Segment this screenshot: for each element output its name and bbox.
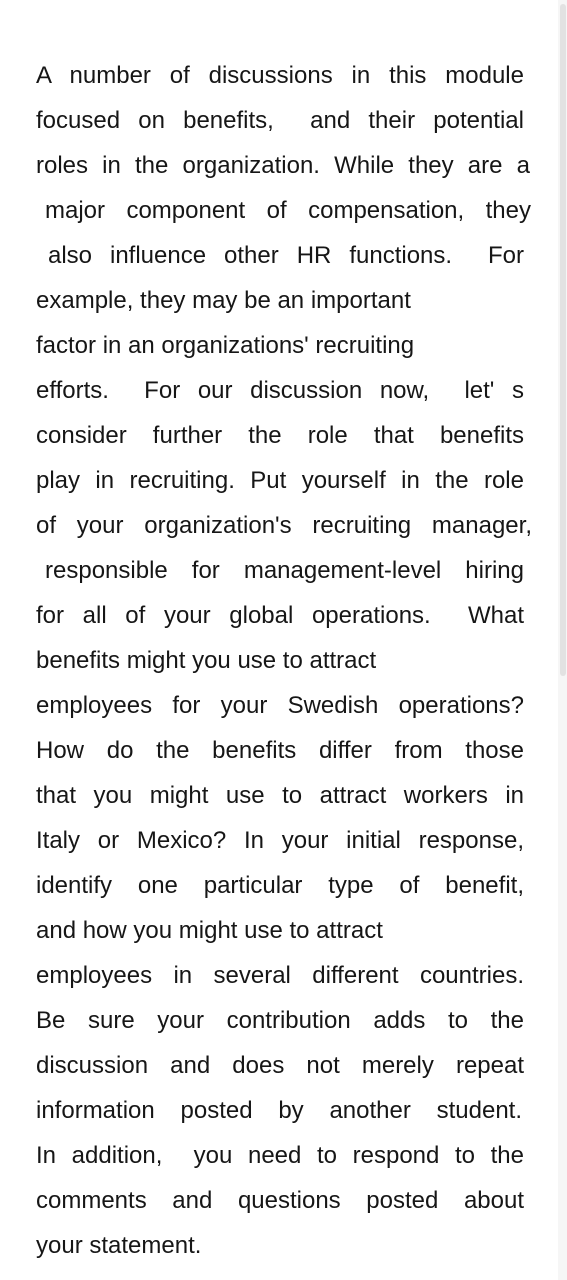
paragraph-line: roles in the organization. While they are a: [36, 152, 530, 179]
paragraph-line: for all of your global operations. What: [36, 602, 524, 629]
paragraph-line: major component of compensation, they: [45, 197, 531, 224]
paragraph-line: focused on benefits, and their potential: [36, 107, 524, 134]
paragraph-line: consider further the role that benefits: [36, 422, 524, 449]
paragraph-line: play in recruiting. Put yourself in the role: [36, 467, 524, 494]
paragraph-line: efforts. For our discussion now, let' s: [36, 377, 524, 404]
paragraph-line: of your organization's recruiting manager,: [36, 512, 532, 539]
paragraph-line: Be sure your contribution adds to the: [36, 1007, 524, 1034]
paragraph-line: that you might use to attract workers in: [36, 782, 524, 809]
paragraph-line: factor in an organizations' recruiting: [36, 332, 415, 359]
paragraph-line: and how you might use to attract: [36, 917, 383, 944]
paragraph-line: responsible for management-level hiring: [45, 557, 524, 584]
paragraph-line: employees for your Swedish operations?: [36, 692, 524, 719]
paragraph-line: comments and questions posted about: [36, 1187, 524, 1214]
scrollbar-thumb[interactable]: [560, 4, 566, 676]
paragraph-line: identify one particular type of benefit,: [36, 872, 524, 899]
paragraph-line: also influence other HR functions. For: [48, 242, 524, 269]
paragraph-line: A number of discussions in this module: [36, 62, 524, 89]
vertical-scrollbar[interactable]: [558, 0, 567, 1280]
paragraph-line: your statement.: [36, 1232, 202, 1259]
paragraph-line: How do the benefits differ from those: [36, 737, 524, 764]
paragraph-line: discussion and does not merely repeat: [36, 1052, 524, 1079]
paragraph-line: employees in several different countries.: [36, 962, 524, 989]
paragraph-line: information posted by another student.: [36, 1097, 522, 1124]
paragraph-line: In addition, you need to respond to the: [36, 1142, 524, 1169]
paragraph-line: example, they may be an important: [36, 287, 411, 314]
paragraph-line: Italy or Mexico? In your initial response,: [36, 827, 524, 854]
paragraph-line: benefits might you use to attract: [36, 647, 377, 674]
